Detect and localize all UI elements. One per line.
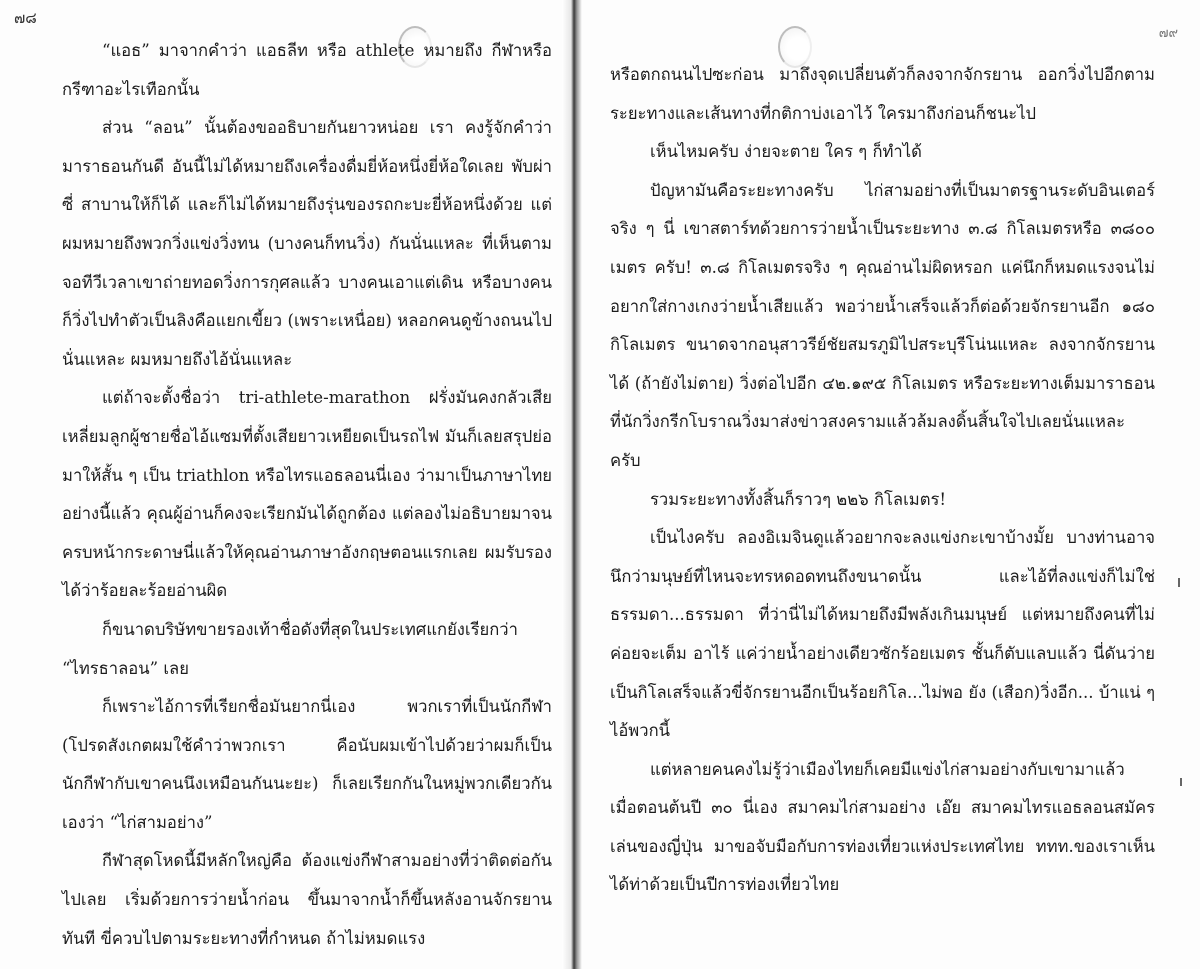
paragraph: หรือตกถนนไปซะก่อน มาถึงจุดเปลี่ยนตัวก็ลงจากจักรยาน ออกวิ่งไปอีกตามระยะทางและเส้นทางที่กติกาบ่งเอาไว้ ใครมาถึงก่อนก็ชนะไป xyxy=(610,65,1155,123)
paragraph: ปัญหามันคือระยะทางครับ ไก่สามอย่างที่เป็นมาตรฐานระดับอินเตอร์จริง ๆ นี่ เขาสตาร์ทด้วยการว่ายน้ำเป็นระยะทาง ๓.๘ กิโลเมตรหรือ ๓๘๐๐ เมตร ครับ! ๓.๘ กิโลเมตรจริง ๆ คุณอ่านไม่ผิดหรอก แค่นึกก็หมดแรงจนไม่อยากใส่กางเกงว่ายน้ำเสียแล้ว พอว่ายน้ำเสร็จแล้วก็ต่อด้วยจักรยานอีก ๑๘๐ กิโลเมตร ขนาดจากอนุสาวรีย์ชัยสมรภูมิไปสระบุรีโน่นแหละ ลงจากจักรยานได้ (ถ้ายังไม่ตาย) วิ่งต่อไปอีก ๔๒.๑๙๕ กิโลเมตร หรือระยะทางเต็มมาราธอนที่นักวิ่งกรีกโบราณวิ่งมาส่งข่าวสงครามแล้วล้มลงดิ้นสิ้นใจไปเลยนั่นแหละครับ xyxy=(610,180,1155,470)
page-body xyxy=(62,32,552,958)
paragraph: แต่หลายคนคงไม่รู้ว่าเมืองไทยก็เคยมีแข่งไก่สามอย่างกับเขามาแล้ว เมื่อตอนต้นปี ๓๐ นี่เอง สมาคมไก่สามอย่าง เอ๊ย สมาคมไทรแอธลอนสมัครเล่นของญี่ปุ่น มาขอจับมือกับการท่องเที่ยวแห่งประเทศไทย ททท.ของเราเห็นได้ท่าด้วยเป็นปีการท่องเที่ยวไทย xyxy=(610,759,1155,895)
paragraph: “แอธ” มาจากคำว่า แอธลีท หรือ athlete หมายถึง กีฬาหรือกรีฑาอะไรเทือกนั้น xyxy=(62,41,552,99)
paragraph: กีฬาสุดโหดนี้มีหลักใหญ่คือ ต้องแข่งกีฬาสามอย่างที่ว่าติดต่อกันไปเลย เริ่มด้วยการว่ายน้ำก่อน ขึ้นมาจากน้ำก็ขึ้นหลังอานจักรยานทันที ขี่ควบไปตามระยะทางที่กำหนด ถ้าไม่หมดแรง xyxy=(62,851,552,948)
right-page xyxy=(580,0,1200,969)
paragraph: ก็เพราะไอ้การที่เรียกชื่อมันยากนี่เอง พวกเราที่เป็นนักกีฬา (โปรดสังเกตผมใช้คำว่าพวกเรา คือนับผมเข้าไปด้วยว่าผมก็เป็นนักกีฬากับเขาคนนึงเหมือนกันนะยะ) ก็เลยเรียกกันในหมู่พวกเดียวกันเองว่า “ไก่สามอย่าง” xyxy=(62,697,552,832)
book-gutter xyxy=(562,0,582,969)
paragraph: แต่ถ้าจะตั้งชื่อว่า tri-athlete-marathon ฝรั่งมันคงกลัวเสียเหลี่ยมลูกผู้ชายชื่อไอ้แซมที่ตั้งเสียยาวเหยียดเป็นรถไฟ มันก็เลยสรุปย่อมาให้สั้น ๆ เป็น triathlon หรือไทรแอธลอนนี่เอง ว่ามาเป็นภาษาไทยอย่างนี้แล้ว คุณผู้อ่านก็คงจะเรียกมันได้ถูกต้อง แต่ลองไม่อธิบายมาจนครบหน้ากระดาษนี่แล้วให้คุณอ่านภาษาอังกฤษตอนแรกเลย ผมรับรองได้ว่าร้อยละร้อยอ่านผิด xyxy=(62,388,552,601)
left-page xyxy=(0,0,570,969)
paragraph: เห็นไหมครับ ง่ายจะตาย ใคร ๆ ก็ทำได้ xyxy=(650,142,922,162)
page-body xyxy=(610,56,1155,905)
paragraph: ก็ขนาดบริษัทขายรองเท้าชื่อดังที่สุดในประเทศแกยังเรียกว่า “ไทรธาลอน” เลย xyxy=(62,619,518,678)
scan-speck xyxy=(1178,578,1180,587)
page-number: ๗๘ xyxy=(14,9,37,27)
paragraph: ส่วน “ลอน” นั้นต้องขออธิบายกันยาวหน่อย เรา คงรู้จักคำว่ามาราธอนกันดี อันนี้ไม่ได้หมายถึงเครื่องดื่มยี่ห้อหนึ่งยี่ห้อใดเลย พับผ่าซี่ สาบานให้ก็ได้ และก็ไม่ได้หมายถึงรุ่นของรถกะบะยี่ห้อหนึ่งด้วย แต่ผมหมายถึงพวกวิ่งแข่งวิ่งทน (บางคนก็ทนวิ่ง) กันนั่นแหละ ที่เห็นตามจอทีวีเวลาเขาถ่ายทอดวิ่งการกุศลแล้ว บางคนเอาแต่เดิน หรือบางคนก็วิ่งไปทำตัวเป็นลิงคือแยกเขี้ยว (เพราะเหนื่อย) หลอกคนดูข้างถนนไป นั่นแหละ ผมหมายถึงไอ้นั่นแหละ xyxy=(62,118,552,369)
scan-speck xyxy=(1180,778,1182,786)
page-number: ๗๙ xyxy=(1158,26,1178,41)
paragraph: เป็นไงครับ ลองอิเมจินดูแล้วอยากจะลงแข่งกะเขาบ้างมั้ย บางท่านอาจนึกว่ามนุษย์ที่ไหนจะทรหดอดทนถึงขนาดนั้น และไอ้ที่ลงแข่งก็ไม่ใช่ธรรมดา...ธรรมดา ที่ว่านี่ไม่ได้หมายถึงมีพลังเกินมนุษย์ แต่หมายถึงคนที่ไม่ค่อยจะเต็ม อาไร้ แค่ว่ายน้ำอย่างเดียวซักร้อยเมตร ชั้นก็ตับแลบแล้ว นี่ดันว่ายเป็นกิโลเสร็จแล้วขี่จักรยานอีกเป็นร้อยกิโล...ไม่พอ ยัง (เสือก)วิ่งอีก... บ้าแน่ ๆ ไอ้พวกนี้ xyxy=(610,528,1155,741)
paragraph: รวมระยะทางทั้งสิ้นก็ราวๆ ๒๒๖ กิโลเมตร! xyxy=(650,489,947,509)
